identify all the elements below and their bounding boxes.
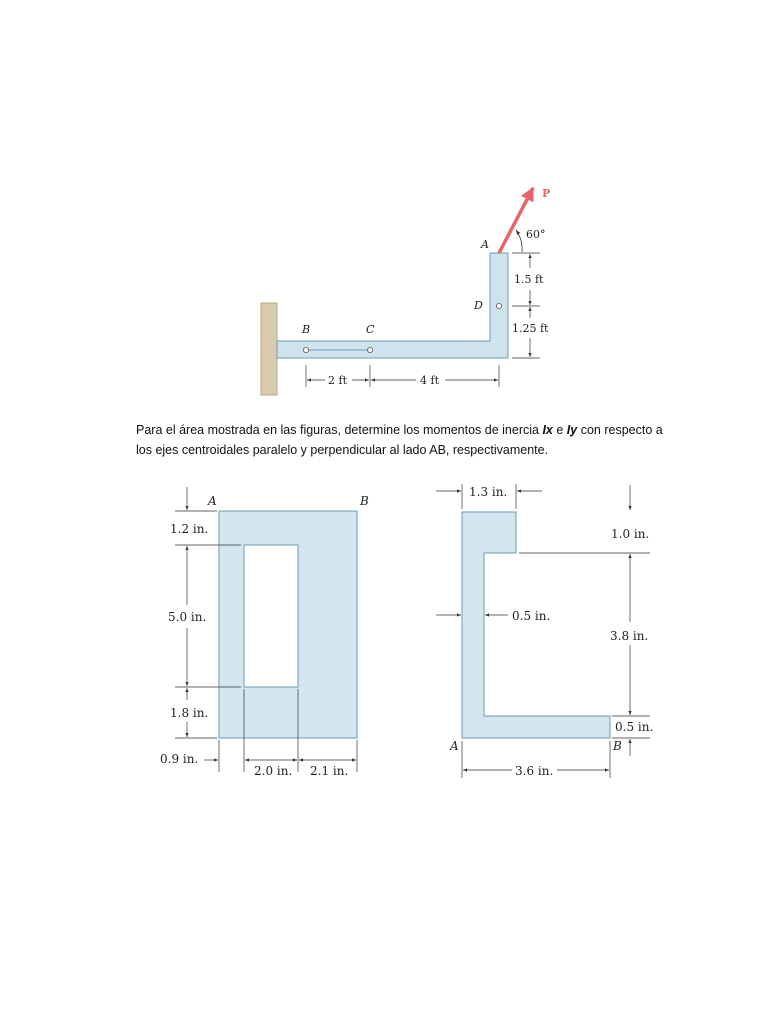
dim-1-8-label: 1.8 in. <box>170 706 209 720</box>
dim-1-0-label: 1.0 in. <box>611 527 650 541</box>
corner-a-label-c: A <box>450 739 459 753</box>
rect-hole-figure <box>160 487 369 778</box>
problem-text-conj: e <box>552 423 567 437</box>
dim-0-5-web-label: 0.5 in. <box>512 609 551 623</box>
dim-3-8-label: 3.8 in. <box>610 629 649 643</box>
dim-1-3-label: 1.3 in. <box>469 485 508 499</box>
pin-d <box>496 303 501 308</box>
point-a-label: A <box>481 238 489 251</box>
dim-2-label: 2 ft <box>328 374 347 387</box>
point-c-label: C <box>366 323 375 336</box>
dim-0-5-bot-label: 0.5 in. <box>615 720 654 734</box>
pin-c <box>367 347 372 352</box>
problem-text-line1-pre: Para el área mostrada en las figuras, determine los momentos de inercia <box>136 423 543 437</box>
dim-3-6-label: 3.6 in. <box>515 764 554 778</box>
angle-label: 60° <box>526 228 546 241</box>
dim-1-2-label: 1.2 in. <box>170 522 209 536</box>
corner-b-label-c: B <box>613 739 622 753</box>
dim-2-1-label: 2.1 in. <box>310 764 349 778</box>
dim-5-0-label: 5.0 in. <box>168 610 207 624</box>
force-p-arrow <box>499 188 533 253</box>
dim-1-25-label: 1.25 ft <box>512 322 549 335</box>
c-shape <box>462 512 610 738</box>
force-p-label: P <box>542 187 551 200</box>
point-d-label: D <box>474 299 483 312</box>
wall-support <box>261 303 277 395</box>
corner-a-label: A <box>208 494 217 508</box>
bracket-figure <box>261 187 550 395</box>
dim-2-0-label: 2.0 in. <box>254 764 293 778</box>
angle-arc <box>516 230 522 252</box>
problem-text-line1-post: con respecto a <box>577 423 663 437</box>
dim-4-label: 4 ft <box>420 374 439 387</box>
rectangular-hole <box>244 545 298 687</box>
corner-b-label: B <box>360 494 369 508</box>
pin-b <box>303 347 308 352</box>
iy-symbol: Iy <box>566 423 578 437</box>
ix-symbol: Ix <box>542 423 553 437</box>
c-shape-figure <box>436 484 653 778</box>
dim-0-9-label: 0.9 in. <box>160 752 199 766</box>
dim-1-5-label: 1.5 ft <box>514 273 544 286</box>
problem-text-line2: los ejes centroidales paralelo y perpendicular al lado AB, respectivamente. <box>136 443 549 457</box>
problem-statement <box>136 420 696 460</box>
point-b-label: B <box>302 323 311 336</box>
